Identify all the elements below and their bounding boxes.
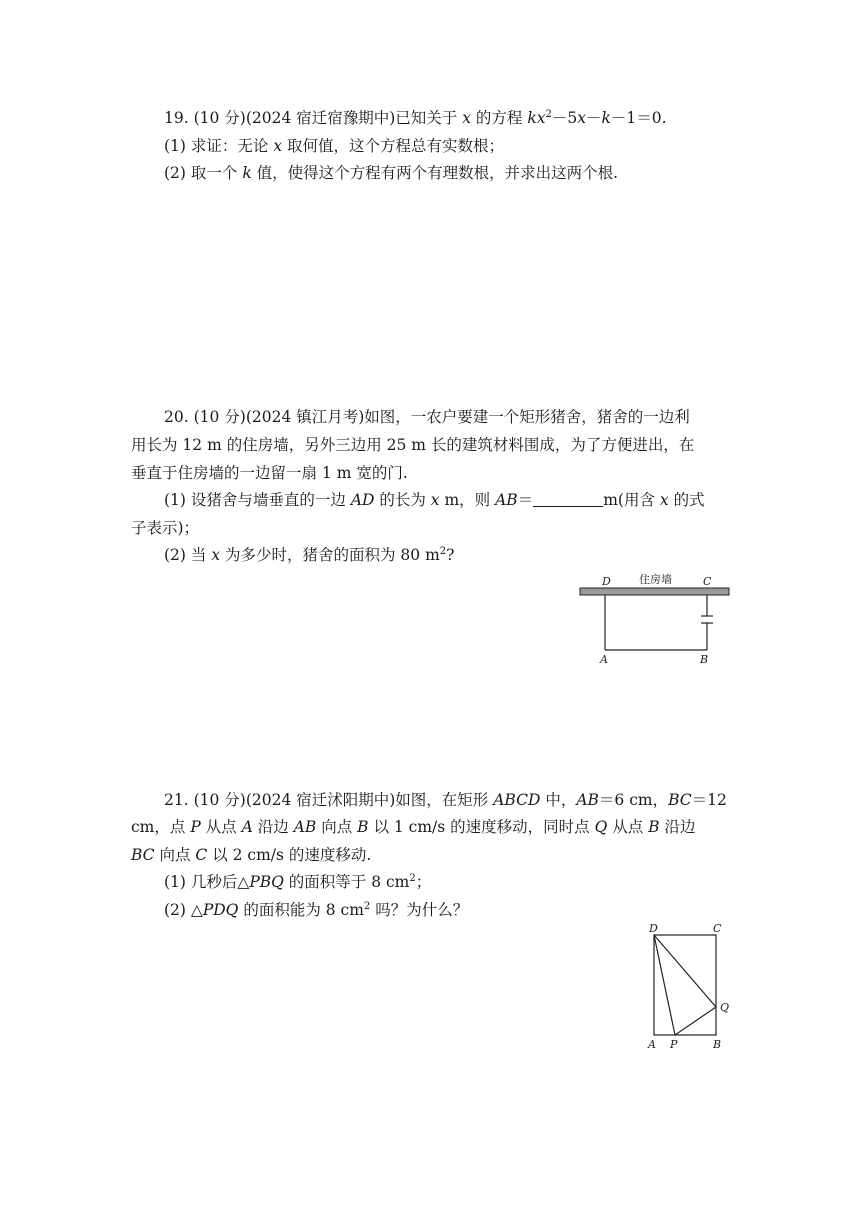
wall-label: 住房墙 xyxy=(639,573,672,586)
label-a: A xyxy=(600,653,608,666)
q20-stem-line-2: 用长为 12 m 的住房墙，另外三边用 25 m 长的建筑材料围成，为了方便进出，在 xyxy=(131,436,695,454)
label-c: C xyxy=(713,922,722,935)
segment-dq xyxy=(654,935,716,1007)
segment-pq xyxy=(675,1007,716,1035)
q21-stem-line-3: BC 向点 C 以 2 cm/s 的速度移动. xyxy=(131,846,372,864)
q20-part-1: (1) 设猪舍与墙垂直的一边 AD 的长为 x m，则 AB＝ m(用含 x 的式 xyxy=(164,491,705,509)
label-b: B xyxy=(713,1038,722,1051)
segment-dp xyxy=(654,935,675,1035)
q21-stem-line-1: 21. (10 分)(2024 宿迁沭阳期中)如图，在矩形 ABCD 中，AB＝6 cm，BC＝12 xyxy=(164,791,727,809)
label-b: B xyxy=(700,653,709,666)
q19-part-1: (1) 求证：无论 x 取何值，这个方程总有实数根； xyxy=(164,137,504,155)
rectangle-abcd-diagram xyxy=(640,918,740,1053)
q21-stem-line-2: cm，点 P 从点 A 沿边 AB 向点 B 以 1 cm/s 的速度移动，同时点 Q 从点 B 沿边 xyxy=(131,818,696,836)
q20-part-1-cont: 子表示)； xyxy=(131,519,200,537)
q19-stem: 19. (10 分)(2024 宿迁宿豫期中)已知关于 x 的方程 $kx^2-5x-k-1=0$. xyxy=(164,109,667,127)
pigsty-diagram xyxy=(575,570,735,670)
label-d: D xyxy=(649,922,658,935)
label-c: C xyxy=(703,575,712,588)
label-d: D xyxy=(602,575,611,588)
rectangle-abcd xyxy=(654,935,716,1035)
label-a: A xyxy=(648,1038,656,1051)
label-q: Q xyxy=(720,1001,730,1014)
q21-part-1: (1) 几秒后△PBQ 的面积等于 8 $cm^2$； xyxy=(164,873,432,891)
answer-blank[interactable] xyxy=(533,492,603,507)
house-wall xyxy=(580,588,729,595)
q21-part-2: (2) △PDQ 的面积能为 8 $cm^2$ 吗？为什么？ xyxy=(164,901,469,919)
q20-part-2: (2) 当 x 为多少时，猪舍的面积为 80 $m^2$? xyxy=(164,546,455,564)
label-p: P xyxy=(670,1038,678,1051)
q20-stem-line-3: 垂直于住房墙的一边留一扇 1 m 宽的门. xyxy=(131,464,408,482)
q19-part-2: (2) 取一个 k 值，使得这个方程有两个有理数根，并求出这两个根. xyxy=(164,164,619,182)
q20-stem-line-1: 20. (10 分)(2024 镇江月考)如图，一农户要建一个矩形猪舍，猪舍的一边利 xyxy=(164,408,690,426)
